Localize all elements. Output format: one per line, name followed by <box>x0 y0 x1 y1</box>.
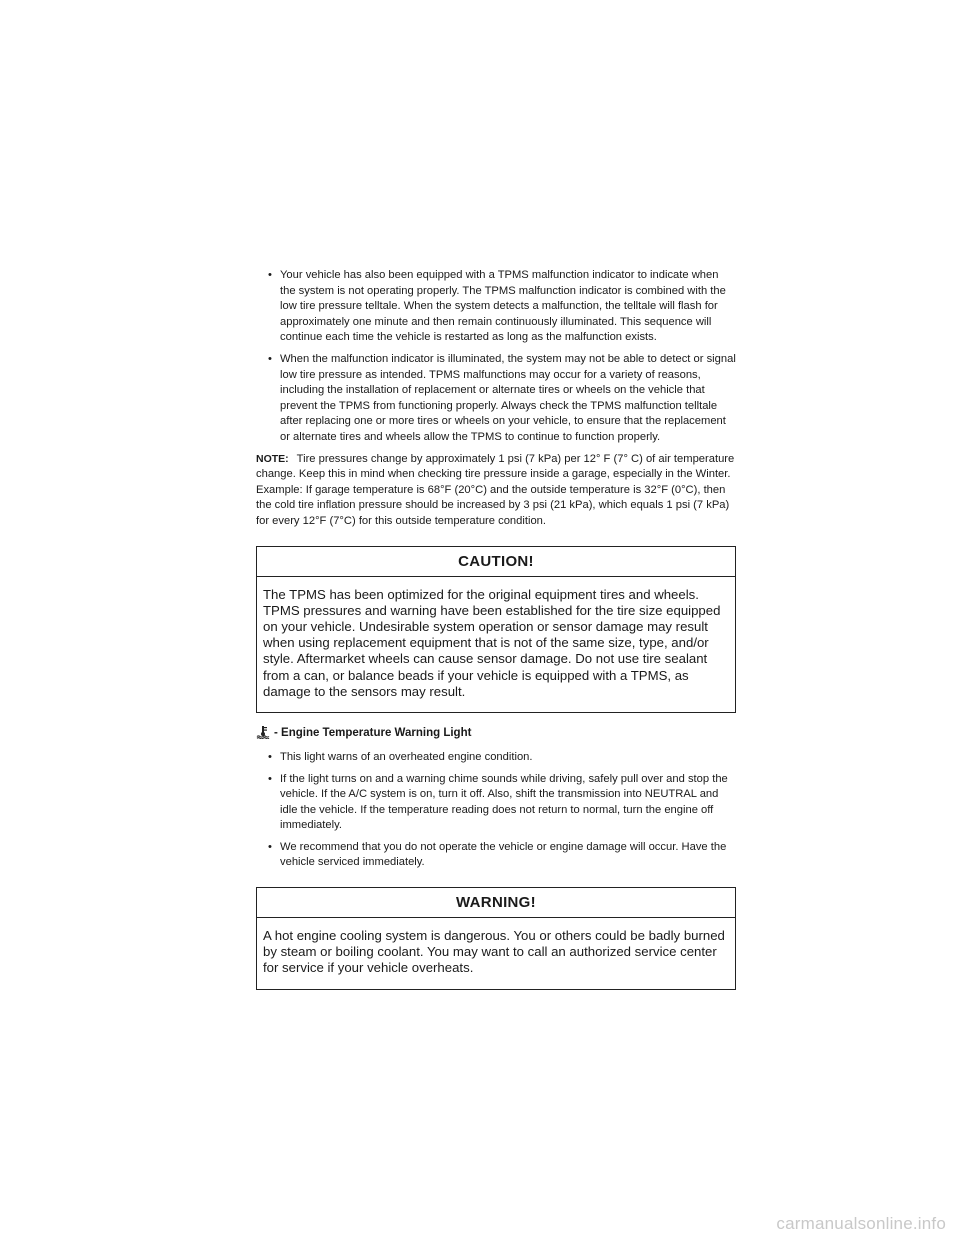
warning-box <box>256 887 736 990</box>
engine-temperature-icon <box>256 725 274 742</box>
tpms-bullet-list <box>256 268 736 446</box>
warning-title: WARNING! <box>257 888 735 918</box>
note-label: NOTE: <box>256 452 289 465</box>
caution-body: The TPMS has been optimized for the original equipment tires and wheels. TPMS pressures and warning have been established for the tire size equipped on your vehicle. Undesirable system operation or sensor damage may result when using replacement equipment that is not of the same size, type, and/or style. Aftermarket wheels can cause sensor damage. Do not use tire sealant from a can, or balance beads if your vehicle is equipped with a TPMS, as damage to the sensors may result. <box>263 586 721 699</box>
engine-temp-bullet-list <box>256 750 736 871</box>
caution-title: CAUTION! <box>257 547 735 577</box>
list-item: • This light warns of an overheated engine condition. <box>256 750 736 766</box>
engine-temp-heading <box>256 725 736 742</box>
page-content <box>256 268 736 990</box>
engine-temp-heading-text: - Engine Temperature Warning Light <box>274 727 472 740</box>
watermark: carmanualsonline.info <box>776 1214 946 1233</box>
list-item: • When the malfunction indicator is illuminated, the system may not be able to detect or signal low tire pressure as intended. TPMS malfunctions may occur for a variety of reasons, including the installation of replacement or alternate tires or wheels on the vehicle that prevent the TPMS from functioning properly. Always check the TPMS malfunction telltale after replacing one or more tires or wheels on your vehicle, to ensure that the replacement or alternate tires and wheels allow the TPMS to continue to function properly. <box>256 352 736 446</box>
list-item: • We recommend that you do not operate the vehicle or engine damage will occur. Have the vehicle serviced immediately. <box>256 840 736 871</box>
list-item: • Your vehicle has also been equipped with a TPMS malfunction indicator to indicate when the system is not operating properly. The TPMS malfunction indicator is combined with the low tire pressure telltale. When the system detects a malfunction, the telltale will flash for approximately one minute and then remain continuously illuminated. This sequence will continue each time the vehicle is restarted as long as the malfunction exists. <box>256 268 736 346</box>
caution-box <box>256 546 736 713</box>
note-paragraph <box>256 452 736 530</box>
note-text: Tire pressures change by approximately 1 psi (7 kPa) per 12° F (7° C) of air temperature change. Keep this in mind when checking tire pressure inside a garage, especially in the Winter. Example: If garage temperature is 68°F (20°C) and the outside temperature is 32°F (0°C), then the cold tire inflation pressure should be increased by 3 psi (21 kPa), which equals 1 psi (7 kPa) for every 12°F (7°C) for this outside temperature condition. <box>256 452 735 527</box>
warning-body: A hot engine cooling system is dangerous. You or others could be badly burned by steam or boiling coolant. You may want to call an authorized service center for service if your vehicle overheats. <box>263 928 725 976</box>
list-item: • If the light turns on and a warning chime sounds while driving, safely pull over and stop the vehicle. If the A/C system is on, turn it off. Also, shift the transmission into NEUTRAL and idle the vehicle. If the temperature reading does not return to normal, turn the engine off immediately. <box>256 772 736 834</box>
